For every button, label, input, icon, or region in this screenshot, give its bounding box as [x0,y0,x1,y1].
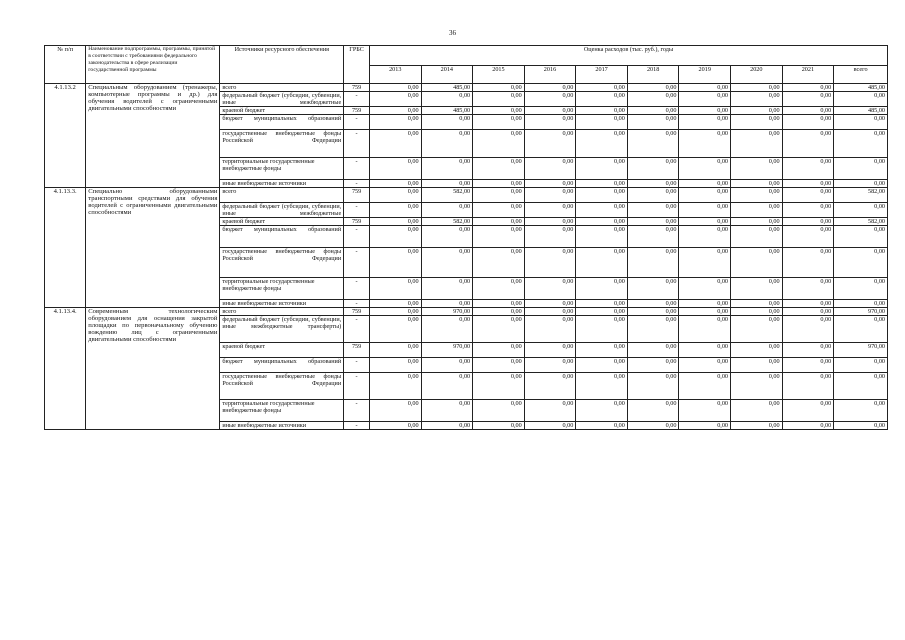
amount-cell: 0,00 [627,158,679,180]
amount-cell: 0,00 [524,343,576,358]
amount-cell: 0,00 [679,343,731,358]
amount-total: 0,00 [834,358,888,373]
amount-cell: 0,00 [782,300,834,308]
grbs-code: - [344,400,370,422]
amount-cell: 0,00 [679,400,731,422]
amount-cell: 0,00 [576,422,628,430]
amount-cell: 0,00 [679,92,731,107]
amount-cell: 0,00 [473,92,525,107]
amount-cell: 0,00 [782,248,834,278]
amount-cell: 0,00 [731,316,783,343]
amount-cell: 0,00 [782,158,834,180]
amount-cell: 0,00 [782,422,834,430]
amount-cell: 0,00 [731,400,783,422]
amount-cell: 0,00 [627,373,679,400]
amount-cell: 0,00 [524,84,576,92]
amount-cell: 0,00 [421,92,473,107]
amount-cell: 0,00 [627,130,679,158]
amount-cell: 0,00 [782,373,834,400]
amount-cell: 0,00 [627,188,679,203]
amount-cell: 0,00 [473,218,525,226]
amount-cell: 0,00 [576,180,628,188]
amount-cell: 970,00 [421,308,473,316]
amount-cell: 0,00 [679,422,731,430]
amount-cell: 0,00 [679,84,731,92]
funding-source: бюджет муниципальных образований [220,226,344,248]
grbs-code: 759 [344,218,370,226]
amount-cell: 0,00 [627,300,679,308]
amount-cell: 0,00 [524,226,576,248]
amount-total: 0,00 [834,248,888,278]
amount-cell: 0,00 [731,248,783,278]
amount-cell: 0,00 [473,316,525,343]
amount-total: 582,00 [834,188,888,203]
page-number: 36 [449,29,456,37]
header-year-total: всего [834,66,888,84]
amount-cell: 0,00 [576,107,628,115]
funding-source: всего [220,188,344,203]
grbs-code: - [344,130,370,158]
table-body [45,84,888,430]
amount-cell: 0,00 [679,188,731,203]
grbs-code: - [344,358,370,373]
amount-cell: 0,00 [782,130,834,158]
grbs-code: 759 [344,188,370,203]
amount-cell: 0,00 [369,158,421,180]
amount-cell: 0,00 [679,358,731,373]
amount-cell: 0,00 [369,84,421,92]
amount-cell: 0,00 [524,400,576,422]
amount-cell: 0,00 [731,422,783,430]
amount-total: 0,00 [834,158,888,180]
header-source: Источники ресурсного обеспечения [220,46,344,84]
amount-cell: 0,00 [576,248,628,278]
amount-cell: 0,00 [421,226,473,248]
amount-cell: 0,00 [524,373,576,400]
amount-cell: 0,00 [679,308,731,316]
amount-cell: 0,00 [627,92,679,107]
amount-cell: 0,00 [473,158,525,180]
amount-cell: 0,00 [421,203,473,218]
amount-cell: 0,00 [524,130,576,158]
amount-cell: 0,00 [627,84,679,92]
amount-cell: 0,00 [782,218,834,226]
amount-cell: 0,00 [524,115,576,130]
amount-cell: 0,00 [627,400,679,422]
funding-source: всего [220,84,344,92]
grbs-code: - [344,226,370,248]
grbs-code: - [344,300,370,308]
amount-cell: 0,00 [524,316,576,343]
funding-source: федеральный бюджет (субсидии, субвенции, иные межбюджетные трансферты) [220,316,344,343]
funding-source: государственные внебюджетные фонды Российской Федерации [220,248,344,278]
amount-cell: 0,00 [524,203,576,218]
grbs-code: - [344,422,370,430]
amount-cell: 0,00 [627,343,679,358]
header-year: 2017 [576,66,628,84]
amount-cell: 0,00 [473,84,525,92]
grbs-code: - [344,158,370,180]
amount-cell: 0,00 [627,203,679,218]
amount-cell: 0,00 [731,343,783,358]
amount-cell: 0,00 [782,343,834,358]
amount-cell: 0,00 [473,308,525,316]
amount-cell: 0,00 [731,115,783,130]
funding-source: иные внебюджетные источники [220,180,344,188]
amount-cell: 0,00 [627,226,679,248]
amount-cell: 0,00 [782,226,834,248]
amount-cell: 0,00 [731,107,783,115]
table-row [45,84,888,92]
funding-source: всего [220,308,344,316]
amount-cell: 0,00 [576,400,628,422]
amount-cell: 0,00 [679,226,731,248]
amount-cell: 0,00 [421,316,473,343]
funding-source: краевой бюджет [220,343,344,358]
amount-cell: 0,00 [576,84,628,92]
header-estimate: Оценка расходов (тыс. руб.), годы [369,46,887,66]
amount-cell: 0,00 [576,343,628,358]
amount-cell: 0,00 [421,422,473,430]
grbs-code: - [344,248,370,278]
amount-cell: 0,00 [421,400,473,422]
funding-source: территориальные государственные внебюджетные фонды [220,278,344,300]
amount-cell: 0,00 [679,203,731,218]
amount-total: 0,00 [834,180,888,188]
amount-cell: 0,00 [782,92,834,107]
amount-cell: 0,00 [369,92,421,107]
amount-cell: 0,00 [627,316,679,343]
amount-cell: 582,00 [421,218,473,226]
amount-cell: 0,00 [421,300,473,308]
amount-cell: 0,00 [369,358,421,373]
amount-cell: 0,00 [731,188,783,203]
amount-cell: 0,00 [679,248,731,278]
amount-cell: 0,00 [731,308,783,316]
amount-cell: 0,00 [679,373,731,400]
grbs-code: 759 [344,343,370,358]
grbs-code: - [344,180,370,188]
amount-cell: 0,00 [473,343,525,358]
amount-cell: 0,00 [782,84,834,92]
amount-total: 0,00 [834,422,888,430]
amount-cell: 0,00 [782,188,834,203]
table-row [45,308,888,316]
amount-cell: 0,00 [421,358,473,373]
amount-total: 970,00 [834,308,888,316]
amount-cell: 0,00 [369,422,421,430]
header-name: Наименование подпрограммы, программы, принятой в соответствии с требованиями федерального законодательства в сфере реализации государственной программы [86,46,220,84]
amount-cell: 0,00 [782,358,834,373]
program-name: Специальным оборудованием (тренажеры, компьютерные программы и др.) для обучения водителей с ограниченными двигательными способностями [86,84,220,188]
funding-source: иные внебюджетные источники [220,300,344,308]
amount-cell: 0,00 [473,373,525,400]
amount-cell: 485,00 [421,107,473,115]
amount-cell: 0,00 [576,115,628,130]
amount-cell: 0,00 [473,422,525,430]
amount-cell: 0,00 [782,308,834,316]
amount-cell: 0,00 [679,316,731,343]
amount-cell: 0,00 [576,278,628,300]
funding-source: бюджет муниципальных образований [220,115,344,130]
amount-cell: 0,00 [473,188,525,203]
program-code: 4.1.13.3. [45,188,86,308]
amount-total: 0,00 [834,92,888,107]
amount-cell: 0,00 [473,358,525,373]
amount-cell: 0,00 [369,373,421,400]
amount-cell: 0,00 [473,115,525,130]
amount-total: 970,00 [834,343,888,358]
table-row [45,188,888,203]
amount-cell: 0,00 [369,188,421,203]
amount-cell: 0,00 [576,203,628,218]
grbs-code: 759 [344,308,370,316]
amount-cell: 0,00 [576,92,628,107]
amount-cell: 0,00 [731,130,783,158]
amount-cell: 0,00 [731,373,783,400]
funding-source: краевой бюджет [220,107,344,115]
amount-total: 0,00 [834,300,888,308]
amount-cell: 0,00 [524,218,576,226]
grbs-code: - [344,115,370,130]
amount-cell: 0,00 [576,188,628,203]
amount-cell: 0,00 [473,248,525,278]
amount-cell: 0,00 [524,422,576,430]
amount-cell: 0,00 [473,180,525,188]
amount-cell: 0,00 [421,130,473,158]
program-code: 4.1.13.4. [45,308,86,430]
amount-cell: 0,00 [576,316,628,343]
amount-cell: 0,00 [524,248,576,278]
header-year: 2019 [679,66,731,84]
amount-cell: 0,00 [576,373,628,400]
amount-cell: 0,00 [473,400,525,422]
amount-cell: 0,00 [369,300,421,308]
amount-cell: 0,00 [524,107,576,115]
amount-cell: 0,00 [679,115,731,130]
amount-cell: 0,00 [576,158,628,180]
amount-cell: 0,00 [627,278,679,300]
grbs-code: - [344,373,370,400]
amount-cell: 0,00 [782,400,834,422]
amount-cell: 0,00 [679,180,731,188]
amount-cell: 0,00 [731,226,783,248]
header-year: 2020 [731,66,783,84]
amount-cell: 0,00 [369,218,421,226]
amount-total: 0,00 [834,115,888,130]
amount-cell: 0,00 [421,278,473,300]
amount-cell: 0,00 [369,115,421,130]
amount-cell: 0,00 [576,130,628,158]
amount-cell: 0,00 [369,226,421,248]
amount-cell: 970,00 [421,343,473,358]
grbs-code: - [344,203,370,218]
amount-cell: 0,00 [731,180,783,188]
amount-total: 0,00 [834,278,888,300]
amount-total: 0,00 [834,226,888,248]
amount-cell: 0,00 [731,218,783,226]
amount-cell: 0,00 [782,107,834,115]
amount-cell: 0,00 [576,358,628,373]
amount-cell: 0,00 [421,115,473,130]
amount-cell: 0,00 [369,107,421,115]
amount-cell: 0,00 [627,180,679,188]
amount-cell: 485,00 [421,84,473,92]
amount-cell: 582,00 [421,188,473,203]
amount-cell: 0,00 [369,316,421,343]
header-year: 2015 [473,66,525,84]
program-name: Специально оборудованными транспортными средствами для обучения водителей с ограниченными двигательными способностями [86,188,220,308]
expense-estimate-table [44,45,888,430]
amount-cell: 0,00 [524,308,576,316]
amount-cell: 0,00 [524,188,576,203]
amount-cell: 0,00 [627,358,679,373]
amount-cell: 0,00 [421,180,473,188]
amount-cell: 0,00 [627,308,679,316]
amount-cell: 0,00 [473,278,525,300]
amount-cell: 0,00 [576,300,628,308]
funding-source: краевой бюджет [220,218,344,226]
amount-cell: 0,00 [731,92,783,107]
amount-total: 0,00 [834,203,888,218]
funding-source: территориальные государственные внебюджетные фонды [220,400,344,422]
grbs-code: 759 [344,84,370,92]
header-year: 2018 [627,66,679,84]
funding-source: федеральный бюджет (субсидии, субвенции, иные межбюджетные [220,92,344,107]
header-year: 2014 [421,66,473,84]
funding-source: иные внебюджетные источники [220,422,344,430]
amount-cell: 0,00 [731,203,783,218]
amount-total: 485,00 [834,84,888,92]
amount-cell: 0,00 [679,300,731,308]
header-num: № п/п [45,46,86,84]
amount-cell: 0,00 [421,373,473,400]
amount-cell: 0,00 [473,226,525,248]
amount-cell: 0,00 [576,226,628,248]
amount-cell: 0,00 [369,308,421,316]
amount-total: 485,00 [834,107,888,115]
amount-cell: 0,00 [627,248,679,278]
amount-cell: 0,00 [524,92,576,107]
amount-cell: 0,00 [524,180,576,188]
amount-cell: 0,00 [627,218,679,226]
amount-cell: 0,00 [627,422,679,430]
amount-cell: 0,00 [782,278,834,300]
amount-cell: 0,00 [524,278,576,300]
funding-source: территориальные государственные внебюджетные фонды [220,158,344,180]
amount-cell: 0,00 [731,358,783,373]
header-year: 2016 [524,66,576,84]
amount-cell: 0,00 [524,300,576,308]
amount-cell: 0,00 [731,84,783,92]
amount-cell: 0,00 [421,248,473,278]
funding-source: государственные внебюджетные фонды Российской Федерации [220,130,344,158]
amount-cell: 0,00 [731,278,783,300]
amount-cell: 0,00 [369,400,421,422]
funding-source: бюджет муниципальных образований [220,358,344,373]
amount-cell: 0,00 [782,115,834,130]
amount-cell: 0,00 [369,343,421,358]
amount-total: 582,00 [834,218,888,226]
amount-cell: 0,00 [369,180,421,188]
amount-cell: 0,00 [524,358,576,373]
amount-cell: 0,00 [679,158,731,180]
amount-cell: 0,00 [369,248,421,278]
amount-cell: 0,00 [473,107,525,115]
amount-cell: 0,00 [679,130,731,158]
amount-cell: 0,00 [576,308,628,316]
grbs-code: - [344,316,370,343]
amount-cell: 0,00 [473,300,525,308]
program-code: 4.1.13.2 [45,84,86,188]
amount-cell: 0,00 [679,218,731,226]
amount-cell: 0,00 [782,316,834,343]
grbs-code: - [344,278,370,300]
amount-total: 0,00 [834,316,888,343]
header-year: 2021 [782,66,834,84]
amount-cell: 0,00 [731,300,783,308]
grbs-code: - [344,92,370,107]
amount-cell: 0,00 [782,203,834,218]
amount-cell: 0,00 [782,180,834,188]
amount-total: 0,00 [834,373,888,400]
amount-cell: 0,00 [627,107,679,115]
program-name: Современным технологическим оборудованием для оснащения закрытой площадки по первоначальному обучению вождению лиц с ограниченными двигательными способностями [86,308,220,430]
amount-cell: 0,00 [369,203,421,218]
grbs-code: 759 [344,107,370,115]
amount-total: 0,00 [834,130,888,158]
funding-source: государственные внебюджетные фонды Российской Федерации [220,373,344,400]
amount-cell: 0,00 [473,130,525,158]
amount-cell: 0,00 [679,278,731,300]
amount-cell: 0,00 [473,203,525,218]
amount-cell: 0,00 [369,130,421,158]
header-year: 2013 [369,66,421,84]
amount-cell: 0,00 [421,158,473,180]
funding-source: федеральный бюджет (субсидии, субвенции, иные межбюджетные [220,203,344,218]
header-grbs: ГРБС [344,46,370,84]
amount-cell: 0,00 [627,115,679,130]
amount-cell: 0,00 [576,218,628,226]
amount-cell: 0,00 [679,107,731,115]
amount-cell: 0,00 [524,158,576,180]
amount-cell: 0,00 [731,158,783,180]
amount-cell: 0,00 [369,278,421,300]
amount-total: 0,00 [834,400,888,422]
